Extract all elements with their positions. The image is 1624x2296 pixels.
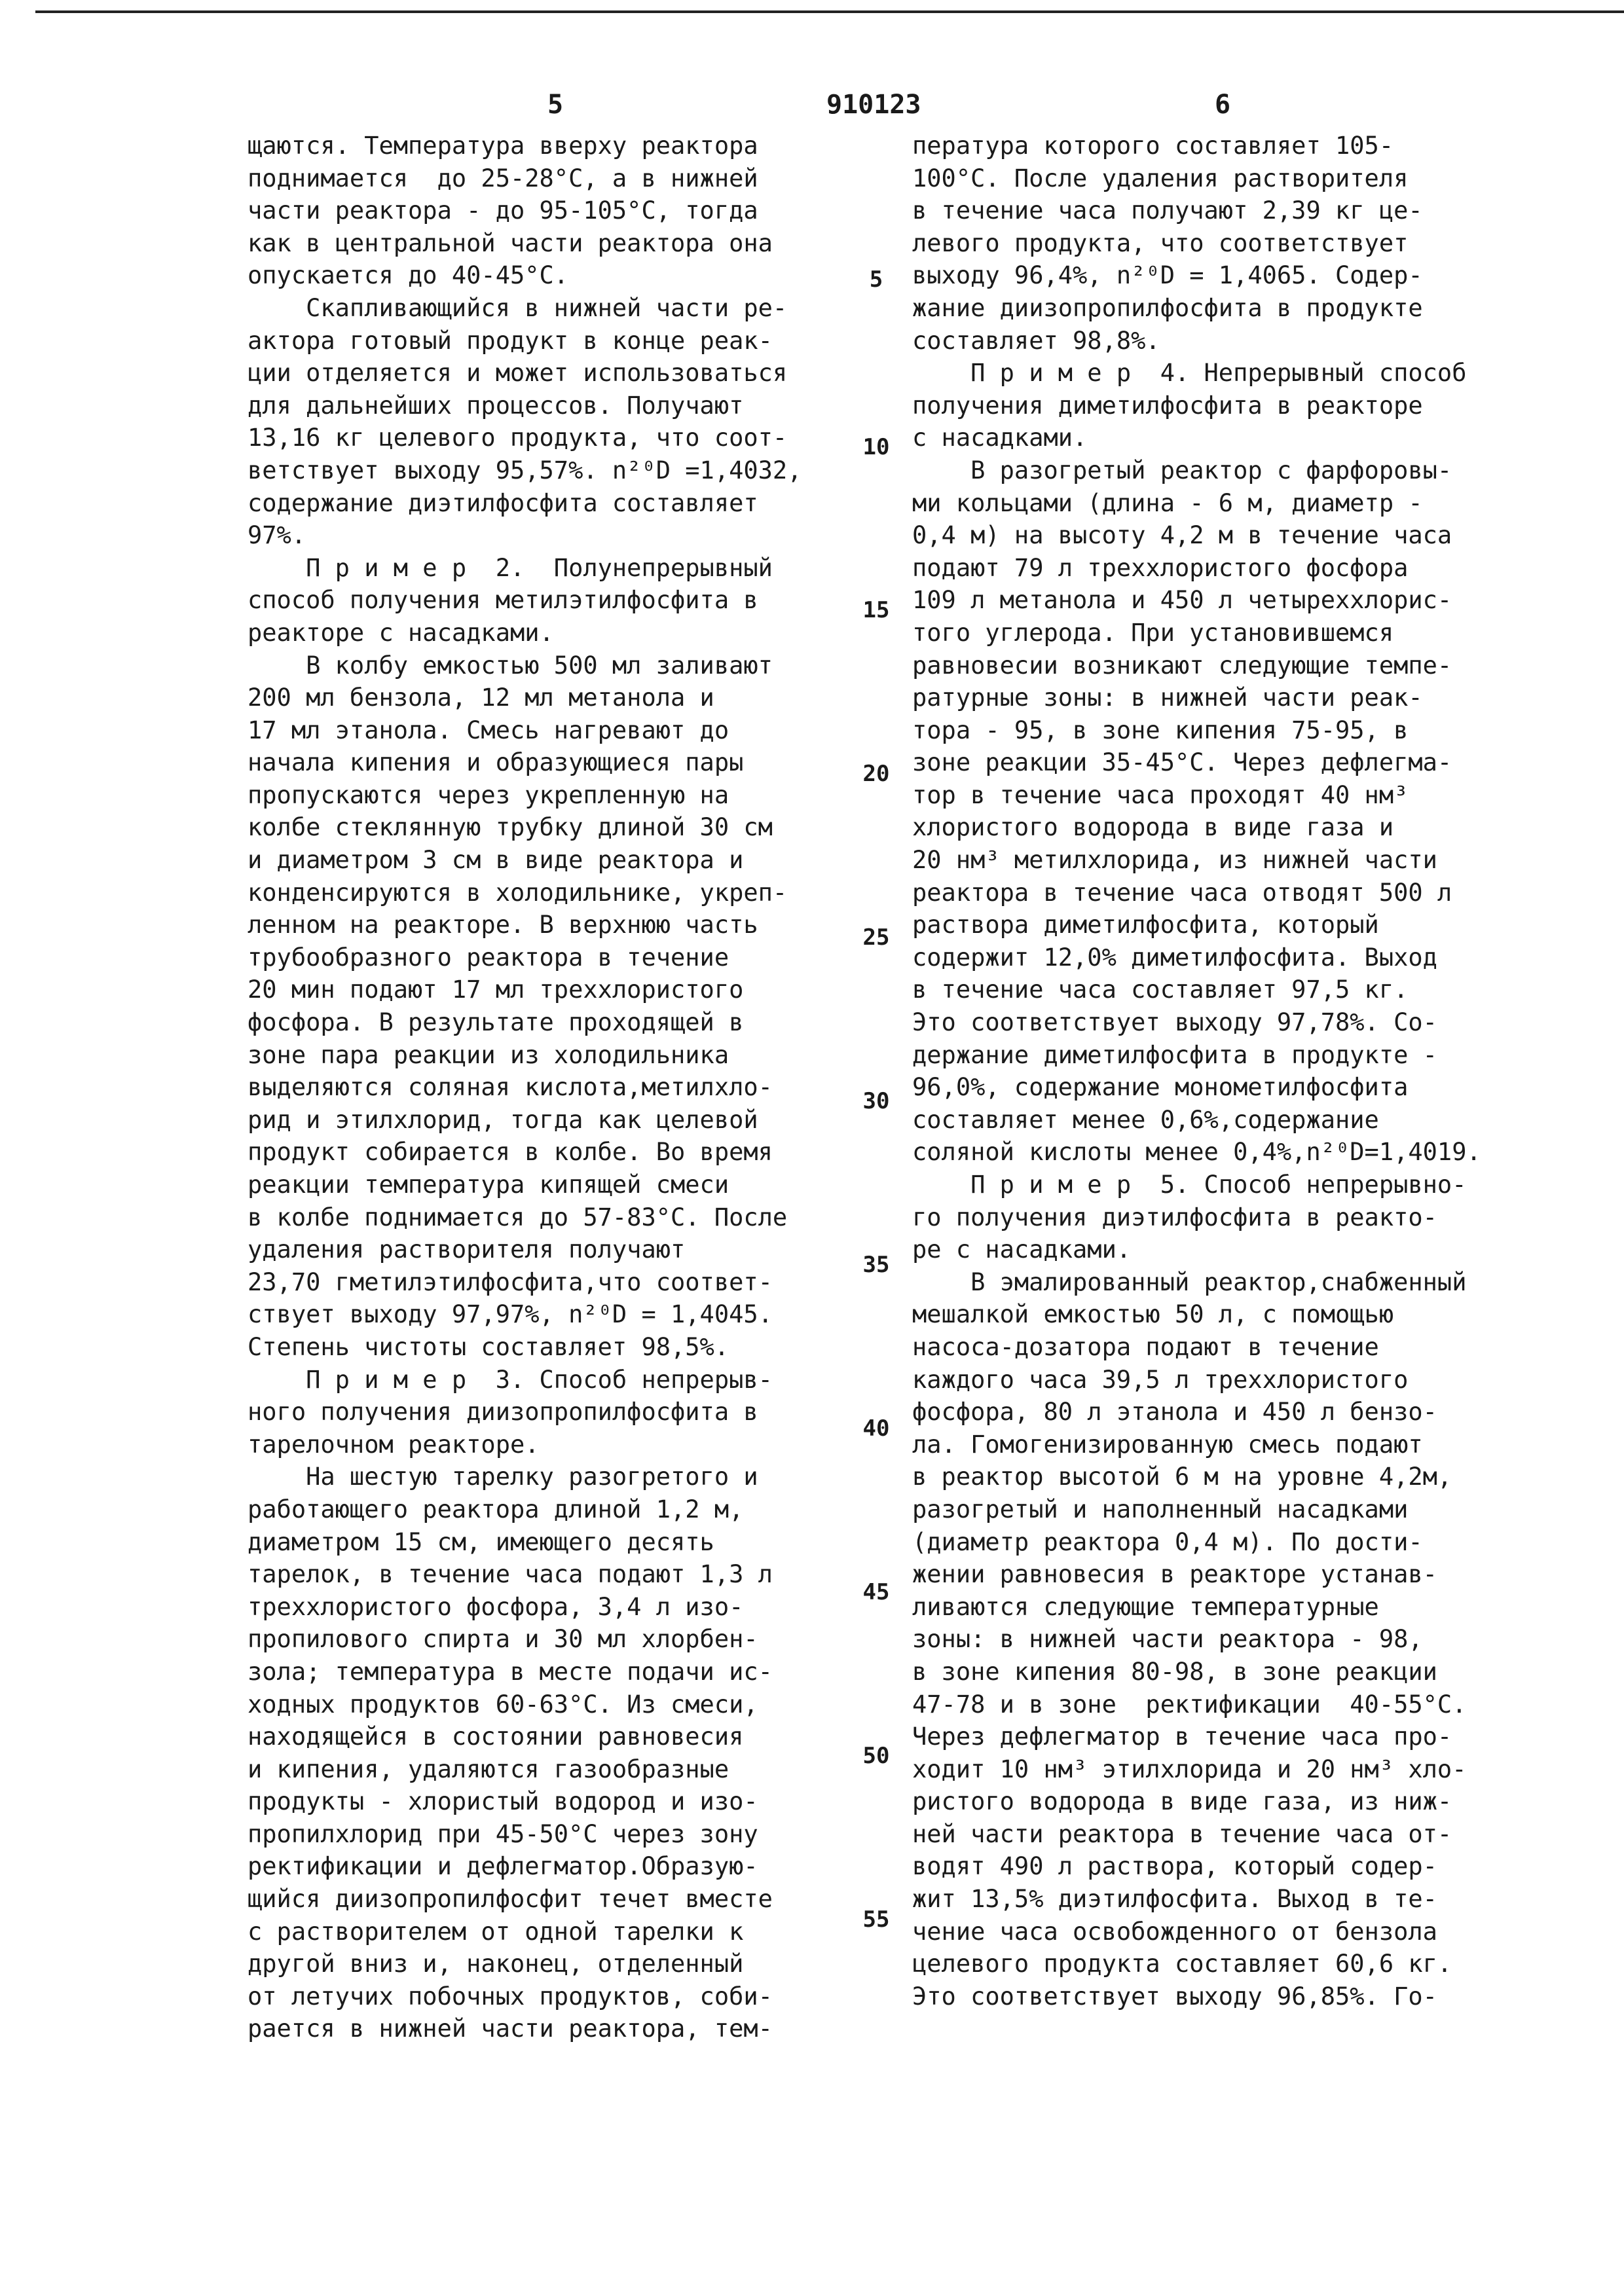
top-rule bbox=[35, 10, 1624, 13]
text-line: П р и м е р 5. Способ непрерывно- bbox=[912, 1171, 1467, 1199]
text-line: от летучих побочных продуктов, соби- bbox=[248, 1982, 773, 2011]
text-line: в зоне кипения 80-98, в зоне реакции bbox=[912, 1657, 1437, 1686]
text-line: трубообразного реактора в течение bbox=[248, 943, 729, 972]
text-line: находящейся в состоянии равновесия bbox=[248, 1722, 744, 1751]
text-line: и диаметром 3 см в виде реактора и bbox=[248, 846, 744, 875]
text-line: составляет менее 0,6%,содержание bbox=[912, 1105, 1379, 1134]
line-number: 30 bbox=[862, 1088, 890, 1114]
text-line: тарелок, в течение часа подают 1,3 л bbox=[248, 1560, 773, 1589]
text-line: ла. Гомогенизированную смесь подают bbox=[912, 1430, 1423, 1459]
text-line: жит 13,5% диэтилфосфита. Выход в те- bbox=[912, 1885, 1437, 1914]
text-line: реакторе с насадками. bbox=[248, 618, 554, 647]
text-line: тора - 95, в зоне кипения 75-95, в bbox=[912, 716, 1409, 744]
text-line: получения диметилфосфита в реакторе bbox=[912, 391, 1423, 420]
text-line: 96,0%, содержание монометилфосфита bbox=[912, 1073, 1409, 1102]
text-line: раствора диметилфосфита, который bbox=[912, 911, 1379, 939]
text-line: начала кипения и образующиеся пары bbox=[248, 748, 744, 777]
text-line: насоса-дозатора подают в течение bbox=[912, 1332, 1379, 1361]
text-line: В разогретый реактор с фарфоровы- bbox=[912, 456, 1452, 484]
text-line: фосфора. В результате проходящей в bbox=[248, 1008, 744, 1037]
text-line: каждого часа 39,5 л треххлористого bbox=[912, 1365, 1409, 1394]
text-line: тарелочном реакторе. bbox=[248, 1430, 540, 1459]
text-line: пропилового спирта и 30 мл хлорбен- bbox=[248, 1625, 758, 1654]
text-line: поднимается до 25-28°С, а в нижней bbox=[248, 164, 758, 192]
text-line: в течение часа составляет 97,5 кг. bbox=[912, 975, 1409, 1004]
text-line: разогретый и наполненный насадками bbox=[912, 1495, 1409, 1523]
line-number: 10 bbox=[862, 434, 890, 460]
text-line: подают 79 л треххлористого фосфора bbox=[912, 553, 1409, 582]
text-line: Скапливающийся в нижней части ре- bbox=[248, 293, 788, 322]
text-line: Степень чистоты составляет 98,5%. bbox=[248, 1332, 729, 1361]
text-line: ми кольцами (длина - 6 м, диаметр - bbox=[912, 488, 1423, 517]
text-line: рается в нижней части реактора, тем- bbox=[248, 2014, 773, 2043]
text-line: 20 мин подают 17 мл треххлористого bbox=[248, 975, 744, 1004]
text-line: содержание диэтилфосфита составляет bbox=[248, 488, 758, 517]
text-line: 0,4 м) на высоту 4,2 м в течение часа bbox=[912, 521, 1452, 550]
text-line: в течение часа получают 2,39 кг це- bbox=[912, 196, 1423, 225]
text-line: ристого водорода в виде газа, из ниж- bbox=[912, 1787, 1452, 1816]
text-line: соляной кислоты менее 0,4%,n²⁰D=1,4019. bbox=[912, 1138, 1481, 1167]
text-line: В эмалированный реактор,снабженный bbox=[912, 1267, 1467, 1296]
line-number: 5 bbox=[869, 266, 883, 293]
text-line: ливаются следующие температурные bbox=[912, 1592, 1379, 1621]
text-line: Через дефлегматор в течение часа про- bbox=[912, 1722, 1452, 1751]
text-line: На шестую тарелку разогретого и bbox=[248, 1463, 758, 1491]
text-line: ре с насадками. bbox=[912, 1235, 1132, 1264]
text-line: зола; температура в месте подачи ис- bbox=[248, 1657, 773, 1686]
text-line: 109 л метанола и 450 л четыреххлорис- bbox=[912, 586, 1452, 615]
text-line: в реактор высотой 6 м на уровне 4,2м, bbox=[912, 1463, 1452, 1491]
line-number: 55 bbox=[862, 1906, 890, 1933]
text-line: П р и м е р 3. Способ непрерыв- bbox=[248, 1365, 773, 1394]
text-line: 200 мл бензола, 12 мл метанола и bbox=[248, 683, 714, 712]
text-line: Это соответствует выходу 97,78%. Со- bbox=[912, 1008, 1437, 1037]
text-line: ратурные зоны: в нижней части реак- bbox=[912, 683, 1423, 712]
text-line: опускается до 40-45°С. bbox=[248, 261, 569, 290]
text-line: выходу 96,4%, n²⁰D = 1,4065. Содер- bbox=[912, 261, 1423, 290]
text-line: зоны: в нижней части реактора - 98, bbox=[912, 1625, 1423, 1654]
text-line: с растворителем от одной тарелки к bbox=[248, 1917, 744, 1946]
text-line: зоне реакции 35-45°С. Через дефлегма- bbox=[912, 748, 1452, 777]
text-line: реакции температура кипящей смеси bbox=[248, 1171, 729, 1199]
text-line: левого продукта, что соответствует bbox=[912, 228, 1409, 257]
text-line: с насадками. bbox=[912, 424, 1088, 452]
text-line: зоне пара реакции из холодильника bbox=[248, 1040, 729, 1069]
text-line: конденсируются в холодильнике, укреп- bbox=[248, 878, 788, 907]
text-line: ленном на реакторе. В верхнюю часть bbox=[248, 911, 758, 939]
text-line: Это соответствует выходу 96,85%. Го- bbox=[912, 1982, 1437, 2011]
text-line: как в центральной части реактора она bbox=[248, 228, 773, 257]
text-line: работающего реактора длиной 1,2 м, bbox=[248, 1495, 744, 1523]
text-line: пропилхлорид при 45-50°С через зону bbox=[248, 1819, 758, 1848]
patent-number: 910123 bbox=[826, 90, 921, 120]
page-number-left: 5 bbox=[547, 90, 564, 120]
text-line: хлористого водорода в виде газа и bbox=[912, 813, 1394, 842]
text-line: ходных продуктов 60-63°С. Из смеси, bbox=[248, 1690, 758, 1719]
text-line: тор в течение часа проходят 40 нм³ bbox=[912, 780, 1409, 809]
text-line: составляет 98,8%. bbox=[912, 326, 1160, 355]
text-line: ции отделяется и может использоваться bbox=[248, 359, 788, 388]
line-number: 40 bbox=[862, 1415, 890, 1442]
text-line: 13,16 кг целевого продукта, что соот- bbox=[248, 424, 788, 452]
text-line: щийся диизопропилфосфит течет вместе bbox=[248, 1885, 773, 1914]
text-line: В колбу емкостью 500 мл заливают bbox=[248, 651, 773, 680]
text-line: 100°С. После удаления растворителя bbox=[912, 164, 1409, 192]
text-line: реактора в течение часа отводят 500 л bbox=[912, 878, 1452, 907]
text-line: 47-78 и в зоне ректификации 40-55°С. bbox=[912, 1690, 1467, 1719]
page-number-right: 6 bbox=[1215, 90, 1231, 120]
line-number: 20 bbox=[862, 761, 890, 787]
text-line: ствует выходу 97,97%, n²⁰D = 1,4045. bbox=[248, 1300, 773, 1329]
text-line: ходит 10 нм³ этилхлорида и 20 нм³ хло- bbox=[912, 1755, 1467, 1783]
line-number: 50 bbox=[862, 1743, 890, 1769]
text-line: колбе стеклянную трубку длиной 30 см bbox=[248, 813, 773, 842]
text-line: П р и м е р 4. Непрерывный способ bbox=[912, 359, 1467, 388]
line-number: 35 bbox=[862, 1252, 890, 1278]
text-line: того углерода. При установившемся bbox=[912, 618, 1394, 647]
text-line: жении равновесия в реакторе устанав- bbox=[912, 1560, 1437, 1589]
text-line: удаления растворителя получают bbox=[248, 1235, 686, 1264]
text-line: (диаметр реактора 0,4 м). По дости- bbox=[912, 1527, 1423, 1556]
text-line: го получения диэтилфосфита в реакто- bbox=[912, 1203, 1437, 1231]
text-line: и кипения, удаляются газообразные bbox=[248, 1755, 729, 1783]
text-line: выделяются соляная кислота,метилхло- bbox=[248, 1073, 773, 1102]
text-line: целевого продукта составляет 60,6 кг. bbox=[912, 1950, 1452, 1978]
text-line: ректификации и дефлегматор.Образую- bbox=[248, 1852, 758, 1881]
text-line: части реактора - до 95-105°С, тогда bbox=[248, 196, 758, 225]
text-line: ней части реактора в течение часа от- bbox=[912, 1819, 1452, 1848]
text-line: 17 мл этанола. Смесь нагревают до bbox=[248, 716, 729, 744]
line-number: 15 bbox=[862, 597, 890, 623]
text-line: треххлористого фосфора, 3,4 л изо- bbox=[248, 1592, 744, 1621]
text-line: в колбе поднимается до 57-83°С. После bbox=[248, 1203, 788, 1231]
text-line: щаются. Температура вверху реактора bbox=[248, 132, 758, 160]
text-line: ного получения диизопропилфосфита в bbox=[248, 1398, 758, 1427]
line-number: 45 bbox=[862, 1579, 890, 1605]
text-line: чение часа освобожденного от бензола bbox=[912, 1917, 1437, 1946]
text-line: диаметром 15 см, имеющего десять bbox=[248, 1527, 714, 1556]
text-line: рид и этилхлорид, тогда как целевой bbox=[248, 1105, 758, 1134]
text-line: пература которого составляет 105- bbox=[912, 132, 1394, 160]
line-number: 25 bbox=[862, 924, 890, 951]
text-line: содержит 12,0% диметилфосфита. Выход bbox=[912, 943, 1437, 972]
text-line: ветствует выходу 95,57%. n²⁰D =1,4032, bbox=[248, 456, 802, 484]
text-line: 23,70 гметилэтилфосфита,что соответ- bbox=[248, 1267, 773, 1296]
text-line: продукты - хлористый водород и изо- bbox=[248, 1787, 758, 1816]
text-line: жание диизопропилфосфита в продукте bbox=[912, 293, 1423, 322]
text-line: актора готовый продукт в конце реак- bbox=[248, 326, 773, 355]
text-line: продукт собирается в колбе. Во время bbox=[248, 1138, 773, 1167]
text-line: держание диметилфосфита в продукте - bbox=[912, 1040, 1437, 1069]
text-line: для дальнейших процессов. Получают bbox=[248, 391, 744, 420]
text-line: мешалкой емкостью 50 л, с помощью bbox=[912, 1300, 1394, 1329]
text-line: пропускаются через укрепленную на bbox=[248, 780, 729, 809]
text-line: способ получения метилэтилфосфита в bbox=[248, 586, 758, 615]
left-column bbox=[248, 130, 876, 2045]
text-line: другой вниз и, наконец, отделенный bbox=[248, 1950, 744, 1978]
text-line: фосфора, 80 л этанола и 450 л бензо- bbox=[912, 1398, 1437, 1427]
text-line: 97%. bbox=[248, 521, 306, 550]
text-line: 20 нм³ метилхлорида, из нижней части bbox=[912, 846, 1437, 875]
text-line: П р и м е р 2. Полунепрерывный bbox=[248, 553, 773, 582]
right-column bbox=[912, 130, 1541, 2013]
text-line: равновесии возникают следующие темпе- bbox=[912, 651, 1452, 680]
text-line: водят 490 л раствора, который содер- bbox=[912, 1852, 1437, 1881]
